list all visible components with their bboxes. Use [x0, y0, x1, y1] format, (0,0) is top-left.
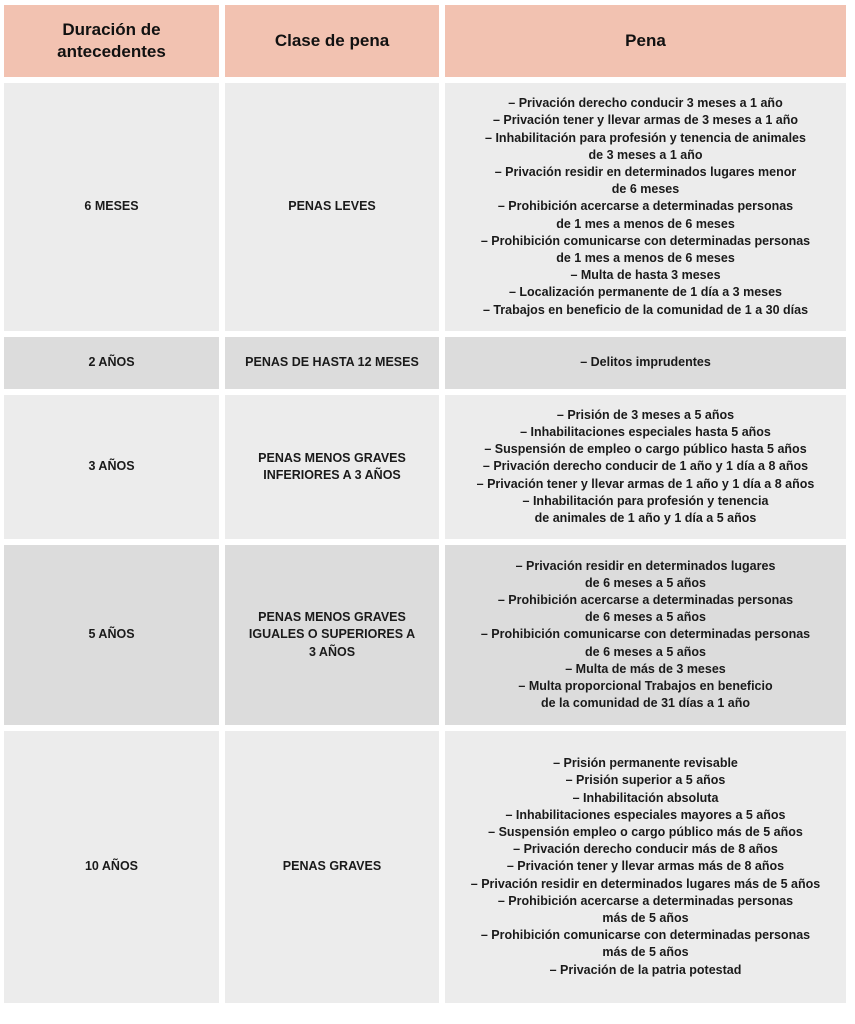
pena-cell	[445, 83, 846, 331]
pena-line: – Privación tener y llevar armas de 3 meses a 1 año	[492, 113, 799, 128]
table-row	[4, 731, 846, 1003]
pena-line: – Delitos imprudentes	[580, 355, 711, 370]
pena-cell	[445, 545, 846, 725]
header-duracion	[4, 5, 219, 77]
header-clase-label: Clase de pena	[274, 31, 390, 50]
pena-cell	[445, 395, 846, 539]
pena-line: – Privación derecho conducir más de 8 años	[513, 842, 778, 857]
pena-line: de 6 meses	[611, 182, 680, 197]
pena-line: de la comunidad de 31 días a 1 año	[540, 696, 751, 711]
duracion-cell	[4, 545, 219, 725]
duracion-cell	[4, 83, 219, 331]
pena-line: – Prohibición acercarse a determinadas personas	[497, 592, 794, 607]
pena-line: – Prisión de 3 meses a 5 años	[556, 407, 735, 422]
pena-line: – Suspensión de empleo o cargo público hasta 5 años	[484, 442, 807, 457]
header-duracion-label: Duración de antecedentes	[57, 20, 166, 61]
pena-line: – Prohibición acercarse a determinadas personas	[497, 199, 794, 214]
clase-text: PENAS MENOS GRAVES INFERIORES A 3 AÑOS	[258, 450, 406, 482]
clase-cell	[225, 395, 439, 539]
pena-line: – Inhabilitación para profesión y tenencia	[522, 493, 769, 508]
pena-line: de 6 meses a 5 años	[585, 644, 706, 659]
pena-line: – Multa de más de 3 meses	[565, 661, 726, 676]
pena-line: de 3 meses a 1 año	[588, 147, 703, 162]
clase-text: PENAS DE HASTA 12 MESES	[245, 355, 419, 370]
pena-line: – Privación residir en determinados lugares más de 5 años	[470, 876, 821, 891]
pena-line: de 1 mes a menos de 6 meses	[556, 216, 735, 231]
pena-line: más de 5 años	[602, 911, 689, 925]
table-body	[4, 83, 846, 1003]
pena-line: – Prohibición acercarse a determinadas personas	[497, 893, 794, 908]
pena-line: de 6 meses a 5 años	[585, 575, 706, 590]
duracion-text: 2 AÑOS	[88, 355, 135, 370]
duracion-text: 5 AÑOS	[88, 627, 135, 642]
clase-text: PENAS MENOS GRAVES IGUALES O SUPERIORES A 3 AÑOS	[248, 610, 416, 659]
pena-line: – Privación derecho conducir de 1 año y 1 día a 8 años	[482, 459, 809, 474]
pena-line: – Inhabilitación absoluta	[572, 790, 719, 805]
clase-cell	[225, 731, 439, 1003]
header-pena	[445, 5, 846, 77]
pena-line: – Privación de la patria potestad	[549, 962, 742, 977]
pena-line: – Inhabilitaciones especiales hasta 5 años	[520, 424, 771, 439]
pena-line: – Prohibición comunicarse con determinadas personas	[480, 233, 811, 248]
table-header	[4, 5, 846, 77]
clase-cell	[225, 337, 439, 389]
pena-list	[580, 354, 711, 371]
duracion-cell	[4, 337, 219, 389]
pena-list	[481, 558, 810, 713]
pena-line: – Prisión superior a 5 años	[565, 773, 726, 788]
pena-line: – Prohibición comunicarse con determinadas personas	[480, 627, 811, 642]
pena-line: – Localización permanente de 1 día a 3 meses	[508, 285, 783, 300]
clase-text: PENAS GRAVES	[282, 859, 382, 874]
pena-line: – Inhabilitación para profesión y tenencia de animales	[485, 130, 806, 145]
header-pena-label: Pena	[625, 31, 666, 50]
duracion-cell	[4, 395, 219, 539]
pena-line: – Multa proporcional Trabajos en beneficio	[518, 679, 773, 693]
pena-line: – Prisión permanente revisable	[553, 756, 738, 771]
pena-line: – Prohibición comunicarse con determinadas personas	[480, 928, 811, 943]
pena-line: – Privación derecho conducir 3 meses a 1 año	[508, 96, 783, 111]
pena-list	[481, 95, 810, 319]
table-row	[4, 545, 846, 725]
pena-line: – Privación residir en determinados lugares	[515, 558, 776, 573]
pena-line: de 1 mes a menos de 6 meses	[556, 251, 735, 265]
duracion-cell	[4, 731, 219, 1003]
pena-line: más de 5 años	[602, 945, 689, 960]
pena-line: – Privación tener y llevar armas de 1 año y 1 día a 8 años	[476, 476, 815, 491]
pena-cell	[445, 731, 846, 1003]
pena-line: – Suspensión empleo o cargo público más de 5 años	[488, 824, 803, 839]
pena-line: – Privación tener y llevar armas más de 8 años	[506, 859, 785, 874]
duracion-text: 10 AÑOS	[84, 859, 139, 874]
header-clase	[225, 5, 439, 77]
table-row	[4, 83, 846, 331]
penalty-table	[4, 5, 846, 1009]
pena-list	[477, 407, 815, 527]
duracion-text: 3 AÑOS	[88, 459, 135, 474]
duracion-text: 6 MESES	[84, 199, 139, 214]
pena-line: de animales de 1 año y 1 día a 5 años	[534, 511, 757, 525]
table-row	[4, 337, 846, 389]
clase-text: PENAS LEVES	[288, 199, 376, 214]
clase-cell	[225, 83, 439, 331]
clase-cell	[225, 545, 439, 725]
pena-line: – Trabajos en beneficio de la comunidad de 1 a 30 días	[482, 302, 809, 317]
pena-list	[471, 755, 820, 979]
pena-cell	[445, 337, 846, 389]
pena-line: – Multa de hasta 3 meses	[570, 268, 721, 283]
table-row	[4, 395, 846, 539]
pena-line: – Inhabilitaciones especiales mayores a 5 años	[505, 807, 786, 822]
pena-line: de 6 meses a 5 años	[585, 610, 706, 625]
pena-line: – Privación residir en determinados lugares menor	[494, 164, 797, 179]
